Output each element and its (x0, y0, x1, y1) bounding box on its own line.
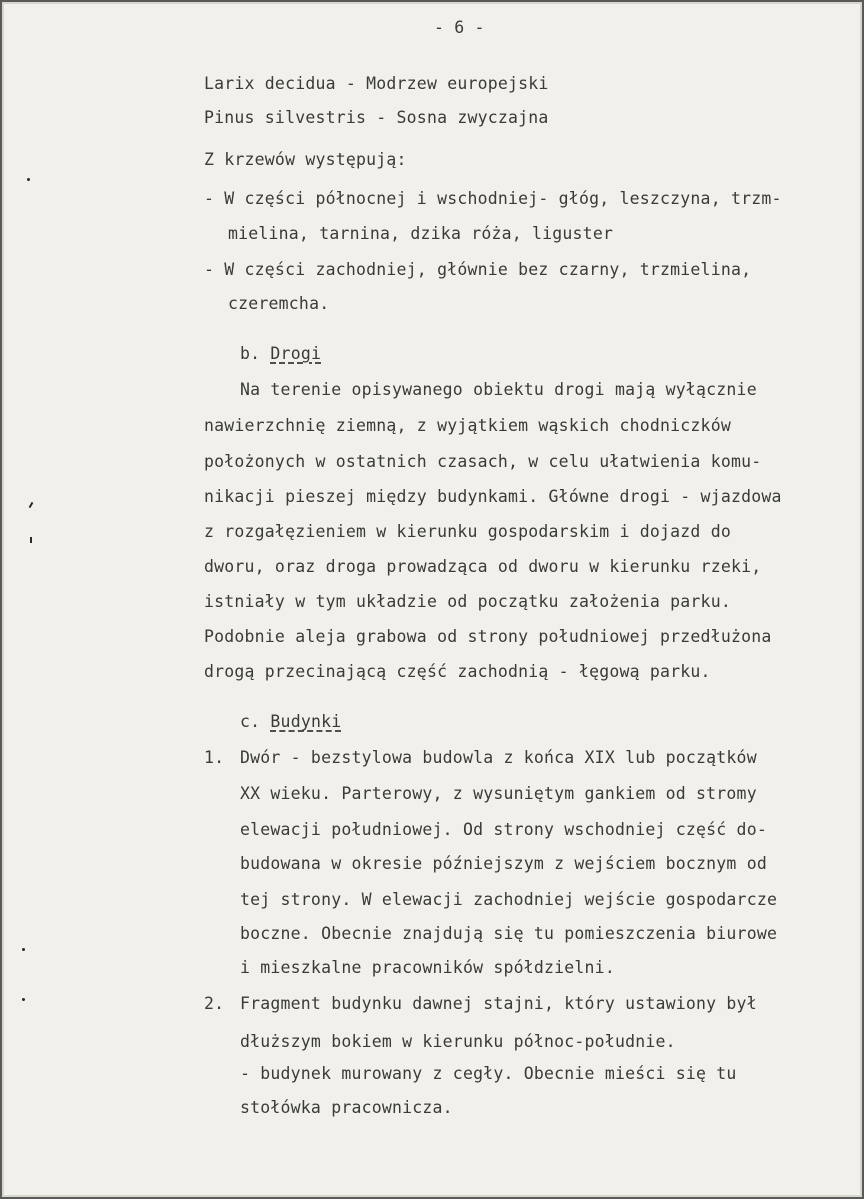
heading-prefix: b. (240, 344, 261, 363)
roads-text-line: z rozgałęzieniem w kierunku gospodarskim i dojazd do (204, 522, 731, 541)
punch-mark (27, 178, 30, 181)
building-text-line: Dwór - bezstylowa budowla z końca XIX lub początków (240, 748, 757, 767)
shrubs-line: czeremcha. (228, 294, 330, 313)
section-heading-buildings (240, 712, 341, 732)
roads-text-line: dworu, oraz droga prowadząca od dworu w kierunku rzeki, (204, 557, 762, 576)
page-number: - 6 - (434, 18, 485, 37)
heading-prefix: c. (240, 712, 261, 731)
roads-text-line: istniały w tym układzie od początku założenia parku. (204, 592, 731, 611)
building-text-line: tej strony. W elewacji zachodniej wejście gospodarcze (240, 890, 778, 909)
punch-mark (22, 998, 25, 1001)
building-text-line: budowana w okresie późniejszym z wejściem bocznym od (240, 854, 767, 873)
list-number: 2. (204, 994, 225, 1013)
shrubs-intro: Z krzewów występują: (204, 150, 407, 169)
heading-title: Drogi (270, 344, 322, 363)
roads-text-line: nikacji pieszej między budynkami. Główne drogi - wjazdowa (204, 487, 782, 506)
building-text-line: i mieszkalne pracowników spółdzielni. (240, 958, 615, 977)
building-text-line: stołówka pracownicza. (240, 1098, 453, 1117)
shrubs-line: mielina, tarnina, dzika róża, liguster (228, 224, 614, 243)
building-text-line: Fragment budynku dawnej stajni, który ustawiony był (240, 994, 757, 1013)
punch-mark (22, 948, 25, 951)
roads-text-line: położonych w ostatnich czasach, w celu ułatwienia komu- (204, 452, 762, 471)
species-line: Larix decidua - Modrzew europejski (204, 74, 549, 93)
shrubs-line: - W części zachodniej, głównie bez czarny, trzmielina, (204, 260, 752, 279)
punch-mark (30, 537, 32, 543)
section-heading-roads (240, 344, 321, 364)
building-text-line: dłuższym bokiem w kierunku północ-południe. (240, 1032, 676, 1051)
building-text-line: - budynek murowany z cegły. Obecnie mieści się tu (240, 1064, 737, 1083)
species-line: Pinus silvestris - Sosna zwyczajna (204, 108, 549, 127)
shrubs-line: - W części północnej i wschodniej- głóg, leszczyna, trzm- (204, 189, 782, 208)
list-number: 1. (204, 748, 225, 767)
roads-text-line: Na terenie opisywanego obiektu drogi mają wyłącznie (240, 380, 757, 399)
building-text-line: XX wieku. Parterowy, z wysuniętym gankiem od stromy (240, 784, 757, 803)
roads-text-line: Podobnie aleja grabowa od strony południowej przedłużona (204, 627, 772, 646)
punch-mark (29, 502, 34, 508)
building-text-line: elewacji południowej. Od strony wschodniej część do- (240, 820, 767, 839)
roads-text-line: drogą przecinającą część zachodnią - łęgową parku. (204, 662, 711, 681)
heading-title: Budynki (270, 712, 342, 731)
roads-text-line: nawierzchnię ziemną, z wyjątkiem wąskich chodniczków (204, 416, 731, 435)
building-text-line: boczne. Obecnie znajdują się tu pomieszczenia biurowe (240, 924, 778, 943)
